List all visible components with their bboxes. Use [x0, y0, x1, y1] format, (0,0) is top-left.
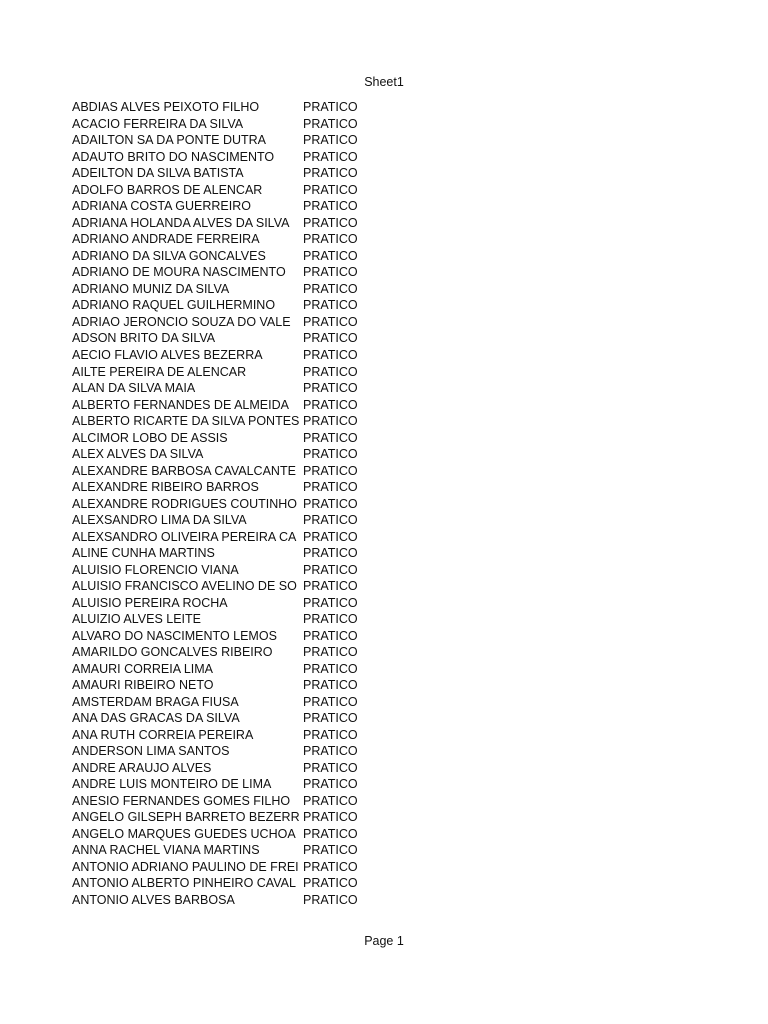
type-cell: PRATICO [303, 777, 358, 792]
type-cell: PRATICO [303, 661, 358, 676]
table-row [72, 363, 372, 380]
name-cell: ANDRE LUIS MONTEIRO DE LIMA [72, 777, 272, 792]
type-cell: PRATICO [303, 529, 358, 544]
name-cell: ACACIO FERREIRA DA SILVA [72, 116, 244, 131]
type-cell: PRATICO [303, 116, 358, 131]
name-cell: ALCIMOR LOBO DE ASSIS [72, 430, 228, 445]
name-cell: ANNA RACHEL VIANA MARTINS [72, 843, 260, 858]
table-row [72, 694, 372, 711]
type-cell: PRATICO [303, 893, 358, 907]
name-cell: ALEXANDRE RIBEIRO BARROS [72, 480, 259, 495]
name-cell: ADRIANO MUNIZ DA SILVA [72, 281, 230, 296]
type-cell: PRATICO [303, 430, 358, 445]
name-cell: AECIO FLAVIO ALVES BEZERRA [72, 347, 263, 362]
type-cell: PRATICO [303, 843, 358, 858]
type-cell: PRATICO [303, 480, 358, 495]
table-row [72, 182, 372, 199]
type-cell: PRATICO [303, 694, 358, 709]
name-cell: AMSTERDAM BRAGA FIUSA [72, 694, 239, 709]
type-cell: PRATICO [303, 496, 358, 511]
type-cell: PRATICO [303, 744, 358, 759]
name-cell: ALEXSANDRO OLIVEIRA PEREIRA CA [72, 529, 297, 544]
table-row [72, 875, 372, 892]
table-row [72, 215, 372, 232]
type-cell: PRATICO [303, 215, 358, 230]
type-cell: PRATICO [303, 414, 358, 429]
type-cell: PRATICO [303, 513, 358, 528]
table-row [72, 545, 372, 562]
name-cell: ADRIAO JERONCIO SOUZA DO VALE [72, 314, 291, 329]
table-row [72, 842, 372, 859]
name-cell: ALINE CUNHA MARTINS [72, 546, 215, 561]
type-cell: PRATICO [303, 314, 358, 329]
name-cell: ANESIO FERNANDES GOMES FILHO [72, 793, 291, 808]
name-cell: ALEXSANDRO LIMA DA SILVA [72, 513, 247, 528]
type-cell: PRATICO [303, 595, 358, 610]
name-cell: AMAURI RIBEIRO NETO [72, 678, 214, 693]
name-cell: ANTONIO ALVES BARBOSA [72, 893, 235, 907]
table-row [72, 264, 372, 281]
table-row [72, 892, 372, 909]
name-cell: ALEXANDRE RODRIGUES COUTINHO [72, 496, 298, 511]
name-cell: ANGELO MARQUES GUEDES UCHOA [72, 826, 296, 841]
type-cell: PRATICO [303, 381, 358, 396]
table-row [72, 462, 372, 479]
table-row [72, 396, 372, 413]
table-row [72, 661, 372, 678]
table-row [72, 132, 372, 149]
name-cell: ALVARO DO NASCIMENTO LEMOS [72, 628, 277, 643]
name-cell: ADRIANA HOLANDA ALVES DA SILVA [72, 215, 290, 230]
name-cell: ALUIZIO ALVES LEITE [72, 612, 201, 627]
table-row [72, 776, 372, 793]
table-row [72, 330, 372, 347]
name-cell: ADSON BRITO DA SILVA [72, 331, 216, 346]
table-row [72, 248, 372, 265]
type-cell: PRATICO [303, 149, 358, 164]
name-cell: ALUISIO FLORENCIO VIANA [72, 562, 239, 577]
table-row [72, 380, 372, 397]
table-row [72, 347, 372, 364]
name-cell: ADRIANO DE MOURA NASCIMENTO [72, 265, 286, 280]
name-cell: AMARILDO GONCALVES RIBEIRO [72, 645, 273, 660]
name-cell: ALUISIO PEREIRA ROCHA [72, 595, 228, 610]
table-row [72, 628, 372, 645]
type-cell: PRATICO [303, 298, 358, 313]
table-row [72, 826, 372, 843]
type-cell: PRATICO [303, 546, 358, 561]
table-row [72, 578, 372, 595]
type-cell: PRATICO [303, 612, 358, 627]
type-cell: PRATICO [303, 265, 358, 280]
type-cell: PRATICO [303, 100, 358, 115]
table-row [72, 594, 372, 611]
table-row [72, 446, 372, 463]
type-cell: PRATICO [303, 810, 358, 825]
table-row [72, 859, 372, 876]
type-cell: PRATICO [303, 826, 358, 841]
name-cell: ABDIAS ALVES PEIXOTO FILHO [72, 100, 260, 115]
type-cell: PRATICO [303, 859, 358, 874]
name-cell: ANTONIO ADRIANO PAULINO DE FREI [72, 859, 299, 874]
table-row [72, 116, 372, 133]
name-cell: ALUISIO FRANCISCO AVELINO DE SO [72, 579, 297, 594]
name-cell: ANA RUTH CORREIA PEREIRA [72, 727, 254, 742]
name-cell: ADOLFO BARROS DE ALENCAR [72, 182, 263, 197]
type-cell: PRATICO [303, 199, 358, 214]
name-cell: AMAURI CORREIA LIMA [72, 661, 213, 676]
type-cell: PRATICO [303, 248, 358, 263]
name-cell: ANTONIO ALBERTO PINHEIRO CAVAL [72, 876, 296, 891]
name-cell: ADAUTO BRITO DO NASCIMENTO [72, 149, 275, 164]
table-row [72, 165, 372, 182]
table-row [72, 760, 372, 777]
table-row [72, 495, 372, 512]
type-cell: PRATICO [303, 232, 358, 247]
table-row [72, 512, 372, 529]
name-cell: AILTE PEREIRA DE ALENCAR [72, 364, 247, 379]
type-cell: PRATICO [303, 793, 358, 808]
type-cell: PRATICO [303, 562, 358, 577]
type-cell: PRATICO [303, 711, 358, 726]
name-cell: ADRIANO RAQUEL GUILHERMINO [72, 298, 276, 313]
type-cell: PRATICO [303, 678, 358, 693]
name-cell: ANGELO GILSEPH BARRETO BEZERR [72, 810, 300, 825]
name-cell: ADAILTON SA DA PONTE DUTRA [72, 133, 267, 148]
type-cell: PRATICO [303, 331, 358, 346]
table-row [72, 528, 372, 545]
table-row [72, 611, 372, 628]
type-cell: PRATICO [303, 727, 358, 742]
name-cell: ALEXANDRE BARBOSA CAVALCANTE [72, 463, 296, 478]
type-cell: PRATICO [303, 281, 358, 296]
type-cell: PRATICO [303, 364, 358, 379]
table-row [72, 677, 372, 694]
name-cell: ALBERTO RICARTE DA SILVA PONTES [72, 414, 300, 429]
type-cell: PRATICO [303, 182, 358, 197]
table-row [72, 281, 372, 298]
table-row [72, 644, 372, 661]
type-cell: PRATICO [303, 876, 358, 891]
table-row [72, 198, 372, 215]
name-cell: ALEX ALVES DA SILVA [72, 447, 204, 462]
table-row [72, 429, 372, 446]
page-number: Page 1 [364, 934, 404, 948]
table-row [72, 809, 372, 826]
name-cell: ADRIANO DA SILVA GONCALVES [72, 248, 266, 263]
table-row [72, 413, 372, 430]
type-cell: PRATICO [303, 397, 358, 412]
name-cell: ANDRE ARAUJO ALVES [72, 760, 212, 775]
name-cell: ALAN DA SILVA MAIA [72, 381, 196, 396]
table-row [72, 710, 372, 727]
table-row [72, 793, 372, 810]
table-row [72, 727, 372, 744]
type-cell: PRATICO [303, 645, 358, 660]
table-row [72, 99, 372, 116]
name-cell: ANA DAS GRACAS DA SILVA [72, 711, 240, 726]
type-cell: PRATICO [303, 628, 358, 643]
table-row [72, 743, 372, 760]
type-cell: PRATICO [303, 347, 358, 362]
table-row [72, 149, 372, 166]
type-cell: PRATICO [303, 760, 358, 775]
name-cell: ANDERSON LIMA SANTOS [72, 744, 230, 759]
name-cell: ADEILTON DA SILVA BATISTA [72, 166, 244, 181]
type-cell: PRATICO [303, 166, 358, 181]
table-row [72, 314, 372, 331]
type-cell: PRATICO [303, 447, 358, 462]
sheet-title: Sheet1 [364, 75, 404, 89]
table-row [72, 561, 372, 578]
type-cell: PRATICO [303, 579, 358, 594]
data-table [72, 99, 372, 908]
type-cell: PRATICO [303, 133, 358, 148]
type-cell: PRATICO [303, 463, 358, 478]
name-cell: ALBERTO FERNANDES DE ALMEIDA [72, 397, 289, 412]
table-row [72, 231, 372, 248]
name-cell: ADRIANA COSTA GUERREIRO [72, 199, 251, 214]
table-row [72, 479, 372, 496]
table-row [72, 297, 372, 314]
name-cell: ADRIANO ANDRADE FERREIRA [72, 232, 260, 247]
